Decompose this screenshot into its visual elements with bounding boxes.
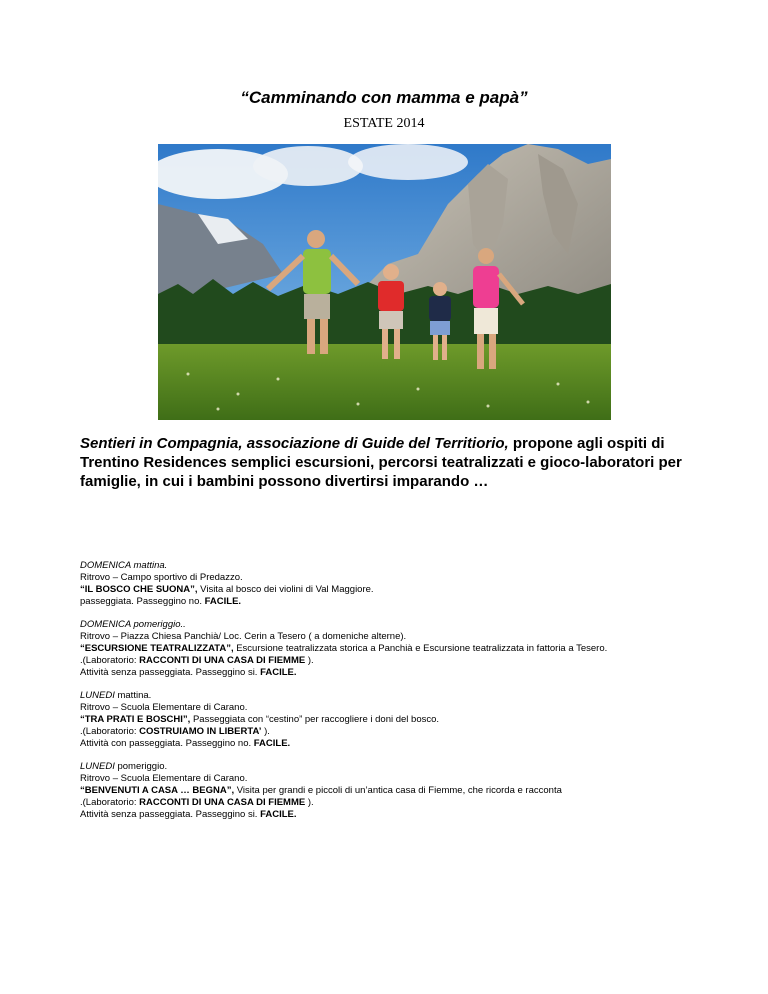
entry-time: pomeriggio. xyxy=(117,761,168,772)
entry-meeting: Ritrovo – Scuola Elementare di Carano. xyxy=(80,773,248,784)
entry-notes: Attività senza passeggiata. Passeggino si. xyxy=(80,667,258,678)
entry-difficulty: FACILE. xyxy=(204,596,242,607)
intro-paragraph xyxy=(80,434,720,491)
document-subtitle: ESTATE 2014 xyxy=(343,116,425,131)
document-title: “Camminando con mamma e papà” xyxy=(240,88,528,107)
program-entry-monday-morning xyxy=(80,690,720,750)
entry-lab-suffix: ). xyxy=(307,655,314,666)
program-entry-sunday-afternoon xyxy=(80,619,720,679)
entry-lab-prefix: .(Laboratorio: xyxy=(80,726,137,737)
entry-difficulty: FACILE. xyxy=(253,738,291,749)
entry-lab-name: RACCONTI DI UNA CASA DI FIEMME xyxy=(139,797,306,808)
entry-lab-suffix: ). xyxy=(264,726,270,737)
entry-activity-desc: Visita al bosco dei violini di Val Maggiore. xyxy=(200,584,374,595)
intro-lead: Sentieri in Compagnia, associazione di Guide del Territiorio, xyxy=(80,435,509,452)
entry-notes: passeggiata. Passeggino no. xyxy=(80,596,203,607)
entry-activity-desc: Visita per grandi e piccoli di un’antica casa di Fiemme, che ricorda e racconta xyxy=(236,785,562,796)
intro-line1-rest: propone agli ospiti di xyxy=(512,435,665,452)
program-entry-monday-afternoon xyxy=(80,761,720,821)
entry-difficulty: FACILE. xyxy=(260,667,297,678)
entry-meeting: Ritrovo – Scuola Elementare di Carano. xyxy=(80,702,248,713)
entry-lab-name: RACCONTI DI UNA CASA DI FIEMME xyxy=(139,655,306,666)
entry-time: mattina. xyxy=(133,560,168,571)
entry-activity-title: “ESCURSIONE TEATRALIZZATA”, xyxy=(80,643,234,654)
entry-lab-suffix: ). xyxy=(307,797,314,808)
entry-meeting: Ritrovo – Piazza Chiesa Panchià/ Loc. Cerin a Tesero ( a domeniche alterne). xyxy=(80,631,407,642)
entry-lab-prefix: .(Laboratorio: xyxy=(80,797,137,808)
intro-line3: famiglie, in cui i bambini possono divertirsi imparando … xyxy=(80,473,489,490)
entry-lab-name: COSTRUIAMO IN LIBERTA’ xyxy=(139,726,262,737)
entry-notes: Attività con passeggiata. Passeggino no. xyxy=(80,738,252,749)
entry-meeting: Ritrovo – Campo sportivo di Predazzo. xyxy=(80,572,243,583)
entry-day: DOMENICA xyxy=(80,619,131,630)
entry-activity-desc: Passeggiata con “cestino” per raccogliere i doni del bosco. xyxy=(192,714,440,725)
entry-day: LUNEDI xyxy=(80,690,115,701)
entry-activity-title: “BENVENUTI A CASA … BEGNA”, xyxy=(80,785,235,796)
entry-activity-desc: Escursione teatralizzata storica a Panchià e Escursione teatralizzata in fattoria a Tesero. xyxy=(236,643,608,654)
program-list xyxy=(80,560,720,832)
entry-activity-title: “TRA PRATI E BOSCHI”, xyxy=(80,714,191,725)
entry-day: DOMENICA xyxy=(80,560,131,571)
entry-notes: Attività senza passeggiata. Passeggino si. xyxy=(80,809,258,820)
family-hiking-photo xyxy=(158,144,611,420)
entry-time: pomeriggio.. xyxy=(133,619,186,630)
intro-line2: Trentino Residences semplici escursioni, percorsi teatralizzati e gioco-laboratori per xyxy=(80,454,682,471)
program-entry-sunday-morning xyxy=(80,560,720,608)
entry-time: mattina. xyxy=(117,690,152,701)
entry-day: LUNEDI xyxy=(80,761,115,772)
entry-difficulty: FACILE. xyxy=(260,809,297,820)
entry-activity-title: “IL BOSCO CHE SUONA”, xyxy=(80,584,198,595)
entry-lab-prefix: .(Laboratorio: xyxy=(80,655,137,666)
